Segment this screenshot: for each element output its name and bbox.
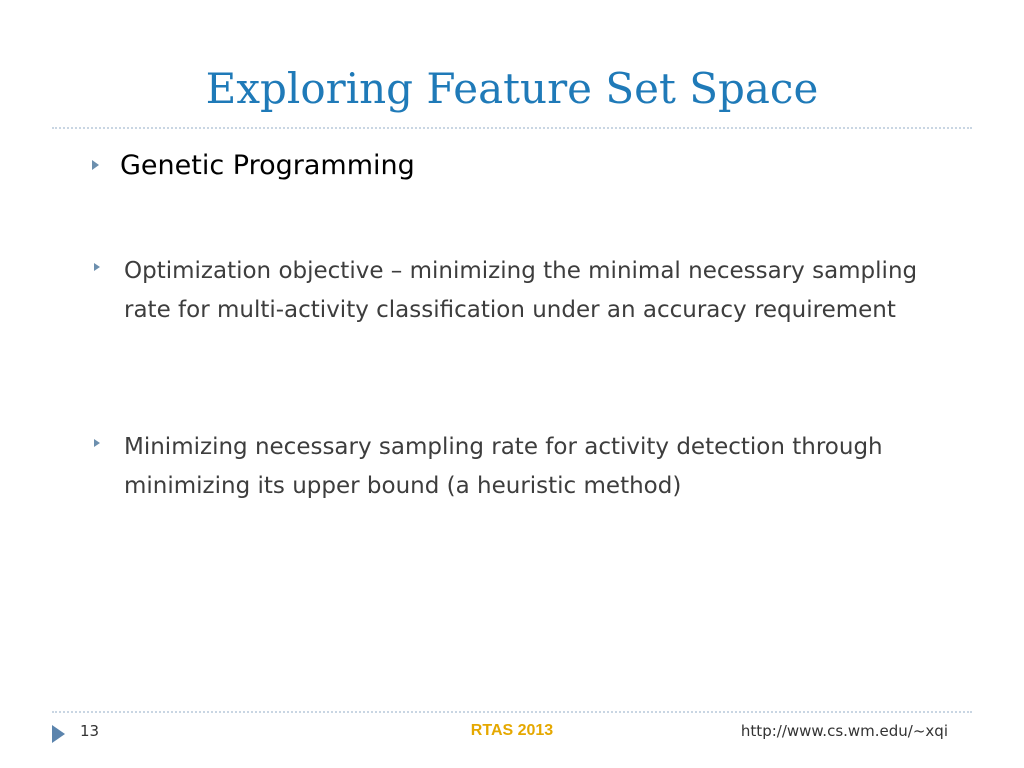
bullet-arrow-icon — [94, 439, 100, 447]
bullet-text: Genetic Programming — [120, 150, 415, 181]
slide-number: 13 — [80, 722, 100, 740]
title-divider — [52, 127, 972, 129]
conference-label: RTAS 2013 — [470, 722, 554, 739]
bullet-arrow-icon — [92, 160, 99, 170]
slide-title: Exploring Feature Set Space — [205, 64, 819, 113]
bullet-arrow-icon — [94, 263, 100, 271]
bullet-text: Optimization objective – minimizing the minimal necessary sampling rate for multi-activity classification under an accuracy requirement — [124, 258, 918, 323]
bullet-text: Minimizing necessary sampling rate for activity detection through minimizing its upper bound (a heuristic method) — [124, 434, 883, 499]
footer-divider — [52, 711, 972, 713]
footer-url: http://www.cs.wm.edu/~xqi — [740, 722, 948, 740]
